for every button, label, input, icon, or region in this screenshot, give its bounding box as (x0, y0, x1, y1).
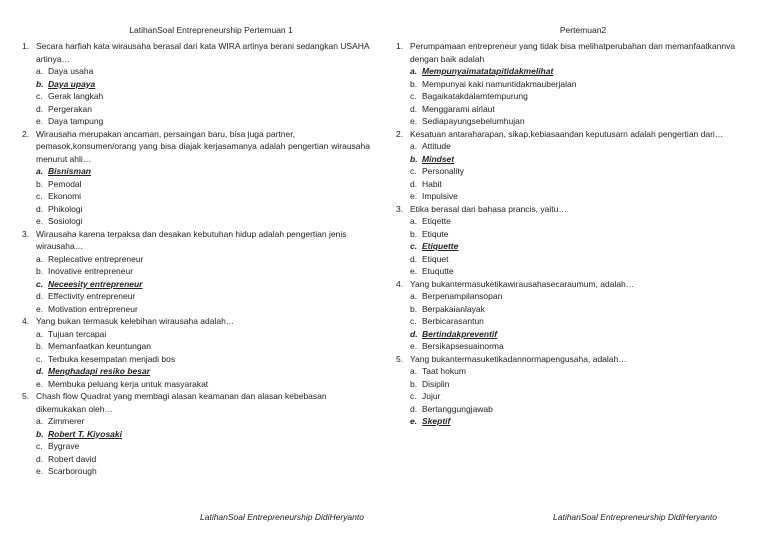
option-e (22, 378, 370, 391)
option-letter: b. (36, 341, 44, 351)
option-text: Etuqutte (422, 266, 454, 276)
right-footer: LatihanSoal Entrepreneurship DidiHeryanto (553, 512, 717, 522)
question-text: Chash flow Quadrat yang membagi alasan keamanan dan alasan kebebasan (36, 391, 327, 401)
option-text: Bertanggungjawab (422, 403, 493, 414)
question-text-cont: wirausaha… (36, 241, 84, 251)
question-text-cont: artinya… (36, 53, 71, 64)
option-a (22, 328, 370, 341)
question-number: 3. (22, 228, 30, 239)
option-letter: d. (410, 103, 418, 114)
option-c (396, 165, 746, 178)
option-text: Inovative entrepreneur (48, 266, 134, 276)
option-letter: a. (36, 166, 44, 176)
option-d (396, 178, 746, 191)
option-text: Berpakaianlayak (422, 303, 485, 314)
question-text: Yang bukantermasuketikadannormapengusaha, adalah… (410, 353, 627, 364)
option-text: Menggarami airlaut (422, 103, 495, 114)
option-text: Scarborough (48, 466, 97, 476)
question-number: 2. (22, 128, 30, 139)
option-a (396, 140, 746, 153)
option-letter: a. (36, 416, 44, 426)
option-letter: c. (36, 441, 43, 451)
question-4 (22, 315, 370, 328)
question-number: 1. (22, 41, 30, 51)
option-e (396, 265, 746, 278)
left-column (22, 0, 370, 478)
option-text: Gerak langkah (48, 91, 104, 101)
option-letter: a. (410, 366, 418, 376)
option-text: Ekonomi (48, 191, 82, 201)
option-text: Sediapayungsebelumhujan (422, 116, 525, 126)
option-letter: a. (410, 216, 418, 226)
option-text: Jujur (422, 391, 441, 401)
option-letter: b. (36, 428, 44, 439)
option-letter: a. (36, 66, 44, 76)
option-text: Daya tampung (48, 116, 104, 126)
option-letter: b. (36, 266, 44, 276)
question-5 (22, 390, 370, 415)
option-text: Bisnisman (48, 166, 91, 176)
option-text: Taat hokum (422, 366, 466, 376)
option-text: Tujuan tercapai (48, 328, 107, 339)
option-letter: c. (36, 91, 43, 101)
option-d (396, 403, 746, 416)
option-c (22, 190, 370, 203)
option-letter: a. (410, 141, 418, 151)
option-letter: c. (410, 391, 417, 401)
option-letter: e. (410, 116, 418, 126)
question-text: Kesatuan antaraharapan, sikap,kebiasaandan keputusarn adalah pengertian dari… (410, 128, 724, 139)
option-text: Berpenampilansopan (422, 291, 503, 301)
option-letter: e. (36, 116, 44, 126)
option-letter: d. (410, 178, 418, 189)
option-b (396, 228, 746, 241)
option-a (396, 290, 746, 303)
option-b-correct (396, 153, 746, 166)
option-letter: e. (36, 378, 44, 389)
option-letter: e. (36, 303, 44, 314)
option-letter: b. (410, 78, 418, 89)
option-d (22, 453, 370, 466)
option-text: Disiplin (422, 378, 450, 389)
option-e (22, 303, 370, 316)
option-text: Berbicarasantun (422, 316, 484, 326)
option-text: Neceesity entrepreneur (48, 278, 143, 289)
question-text-cont: dikemukakan oleh… (36, 403, 114, 414)
option-letter: e. (410, 416, 418, 426)
option-a-correct (22, 165, 370, 178)
option-c (396, 90, 746, 103)
option-text: Bertindakpreventif (422, 328, 498, 339)
question-number: 1. (396, 41, 404, 51)
option-letter: d. (410, 253, 418, 264)
right-column (396, 0, 746, 428)
option-d-correct (396, 328, 746, 341)
option-letter: b. (410, 378, 418, 389)
option-text: Mindset (422, 153, 455, 164)
option-text: Phikologi (48, 203, 83, 214)
option-b (22, 340, 370, 353)
question-text: Perumpamaan entrepreneur yang tidak bisa melihatperubahan dan memanfaatkannva (410, 41, 736, 51)
option-c-correct (22, 278, 370, 291)
question-number: 4. (396, 278, 404, 289)
option-text: Daya upaya (48, 78, 96, 89)
question-text: Etika berasal dari bahasa prancis, yaitu… (410, 203, 567, 214)
option-text: Sosiologi (48, 216, 83, 226)
option-text: Membuka peluang kerja untuk masyarakat (48, 378, 209, 389)
left-title: LatihanSoal Entrepreneurship Pertemuan 1 (129, 25, 293, 35)
question-text: Secara harfiah kata wirausaha berasal dari kata WIRA artinya berani sedangkan USAHA (36, 41, 370, 51)
option-b-correct (22, 78, 370, 91)
option-e (396, 115, 746, 128)
option-text: Daya usaha (48, 66, 94, 76)
option-d (22, 103, 370, 116)
question-text: Wirausaha merupakan ancaman, persaingan baru, bisa juga partner, (36, 128, 295, 139)
question-4 (396, 278, 746, 291)
option-text: Bygrave (48, 441, 80, 451)
option-letter: b. (410, 153, 418, 164)
option-letter: a. (36, 328, 44, 339)
option-text: Replecative entrepreneur (48, 253, 144, 264)
option-letter: b. (410, 303, 418, 314)
option-letter: c. (410, 166, 417, 176)
option-text: Pemodal (48, 178, 82, 189)
option-text: Robert david (48, 453, 97, 464)
option-a-correct (396, 65, 746, 78)
option-letter: c. (36, 278, 44, 289)
option-letter: b. (410, 228, 418, 239)
option-letter: e. (410, 191, 418, 201)
option-text: Etiquet (422, 253, 449, 264)
option-text: Personality (422, 166, 465, 176)
option-text: Menghadapi resiko besar (48, 366, 151, 376)
question-3 (396, 203, 746, 216)
option-b-correct (22, 428, 370, 441)
option-text: Mempunyaimatatapitidakmelihat (422, 66, 554, 76)
question-number: 3. (396, 203, 404, 214)
option-letter: d. (36, 366, 44, 376)
option-b (396, 78, 746, 91)
option-a (22, 65, 370, 78)
option-letter: a. (36, 253, 44, 264)
option-letter: c. (410, 91, 417, 101)
option-b (396, 378, 746, 391)
option-letter: e. (36, 216, 44, 226)
question-text-cont: pemasok,konsumen/orang yang bisa diajak kerjasamanya adalah pengertian wirausaha menurut ahli… (36, 141, 370, 164)
option-a (22, 253, 370, 266)
option-text: Bagaikatakdalamtempurung (422, 91, 528, 101)
option-e (22, 215, 370, 228)
option-letter: d. (36, 291, 44, 301)
option-text: Etiqute (422, 228, 449, 239)
option-letter: b. (36, 178, 44, 189)
option-text: Zimmerer (48, 416, 85, 426)
question-3 (22, 228, 370, 253)
option-letter: a. (410, 291, 418, 301)
option-d (22, 203, 370, 216)
right-title: Pertemuan2 (559, 25, 607, 35)
option-c-correct (396, 240, 746, 253)
option-c (22, 353, 370, 366)
option-letter: d. (36, 203, 44, 214)
option-b (396, 303, 746, 316)
option-e-correct (396, 415, 746, 428)
option-letter: a. (410, 66, 418, 76)
question-number: 2. (396, 128, 404, 139)
option-text: Robert T. Kiyosaki (48, 428, 122, 439)
question-number: 4. (22, 316, 30, 326)
option-d (396, 253, 746, 266)
question-2 (396, 128, 746, 141)
option-d (22, 290, 370, 303)
question-text: Yang bukantermasuketikawirausahasecaraumum, adalah… (410, 278, 635, 289)
option-text: Attitude (422, 141, 451, 151)
option-letter: b. (36, 78, 44, 89)
option-c (396, 315, 746, 328)
option-text: Pergerakan (48, 103, 92, 114)
option-letter: c. (36, 353, 43, 364)
option-text: Etiquette (422, 241, 459, 251)
option-text: Mempunyai kaki namuntidakmauberjalan (422, 78, 577, 89)
option-text: Effectivity entrepreneur (48, 291, 136, 301)
option-c (22, 440, 370, 453)
question-text: Wirausaha karena terpaksa dan desakan kebutuhan hidup adalah pengertian jenis (36, 228, 347, 239)
option-text: Skeptif (422, 416, 451, 426)
option-letter: d. (410, 328, 418, 339)
option-a (396, 365, 746, 378)
option-b (22, 265, 370, 278)
option-letter: e. (410, 266, 418, 276)
question-text: Yang bukan termasuk kelebihan wirausaha adalah… (36, 316, 235, 326)
option-b (22, 178, 370, 191)
option-c (396, 390, 746, 403)
option-d-correct (22, 365, 370, 378)
option-text: Motivation entrepreneur (48, 303, 138, 314)
option-letter: d. (36, 453, 44, 464)
option-text: Etiqette (422, 216, 451, 226)
question-1 (396, 40, 746, 65)
question-text-cont: dengan baik adalah (410, 53, 485, 64)
option-letter: d. (410, 403, 418, 414)
option-text: Memanfaatkan keuntungan (48, 341, 152, 351)
option-letter: c. (36, 191, 43, 201)
option-letter: e. (410, 341, 418, 351)
option-letter: c. (410, 241, 418, 251)
option-e (22, 465, 370, 478)
question-2 (22, 128, 370, 166)
option-a (396, 215, 746, 228)
option-text: Impulsive (422, 191, 458, 201)
question-number: 5. (396, 353, 404, 364)
question-5 (396, 353, 746, 366)
question-number: 5. (22, 391, 30, 401)
option-letter: c. (410, 316, 417, 326)
option-letter: d. (36, 103, 44, 114)
option-text: Bersikapsesuainorma (422, 341, 504, 351)
option-letter: e. (36, 466, 44, 476)
option-e (22, 115, 370, 128)
option-text: Habit (422, 178, 442, 189)
option-e (396, 340, 746, 353)
option-text: Terbuka kesempatan menjadi bos (48, 353, 176, 364)
option-c (22, 90, 370, 103)
left-footer: LatihanSoal Entrepreneurship DidiHeryanto (200, 512, 364, 522)
option-e (396, 190, 746, 203)
option-a (22, 415, 370, 428)
question-1 (22, 40, 370, 65)
option-d (396, 103, 746, 116)
